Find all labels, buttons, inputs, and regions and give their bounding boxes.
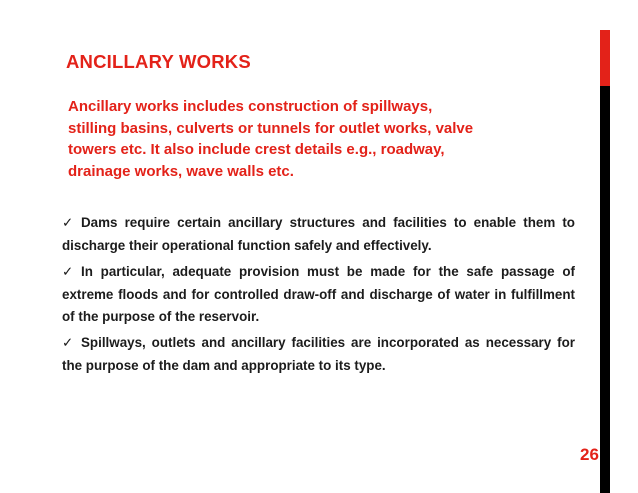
bullet-list bbox=[62, 212, 575, 381]
bullet-text: In particular, adequate provision must be made for the safe passage of extreme floods and for controlled draw-off and discharge of water in fulfillment of the purpose of the reservoir. bbox=[62, 264, 575, 324]
checkmark-icon: ✓ bbox=[62, 336, 74, 351]
slide-title: ANCILLARY WORKS bbox=[66, 51, 251, 72]
bullet-item bbox=[62, 261, 575, 328]
bullet-text: Dams require certain ancillary structures and facilities to enable them to discharge their operational function safely and effectively. bbox=[62, 215, 575, 253]
bullet-item bbox=[62, 332, 575, 377]
intro-line: Ancillary works includes construction of spillways, bbox=[68, 98, 433, 115]
checkmark-icon: ✓ bbox=[62, 265, 74, 280]
page-number: 26 bbox=[580, 445, 599, 464]
checkmark-icon: ✓ bbox=[62, 216, 74, 231]
intro-line: towers etc. It also include crest details e.g., roadway, bbox=[68, 141, 445, 158]
intro-line: drainage works, wave walls etc. bbox=[68, 162, 294, 180]
accent-bar-red bbox=[600, 30, 610, 86]
bullet-text: Spillways, outlets and ancillary facilities are incorporated as necessary for the purpose of the dam and appropriate to its type. bbox=[62, 335, 575, 373]
intro-paragraph bbox=[68, 96, 588, 182]
bullet-item bbox=[62, 212, 575, 257]
accent-bar-black bbox=[600, 86, 610, 493]
intro-line: stilling basins, culverts or tunnels for outlet works, valve bbox=[68, 119, 474, 137]
